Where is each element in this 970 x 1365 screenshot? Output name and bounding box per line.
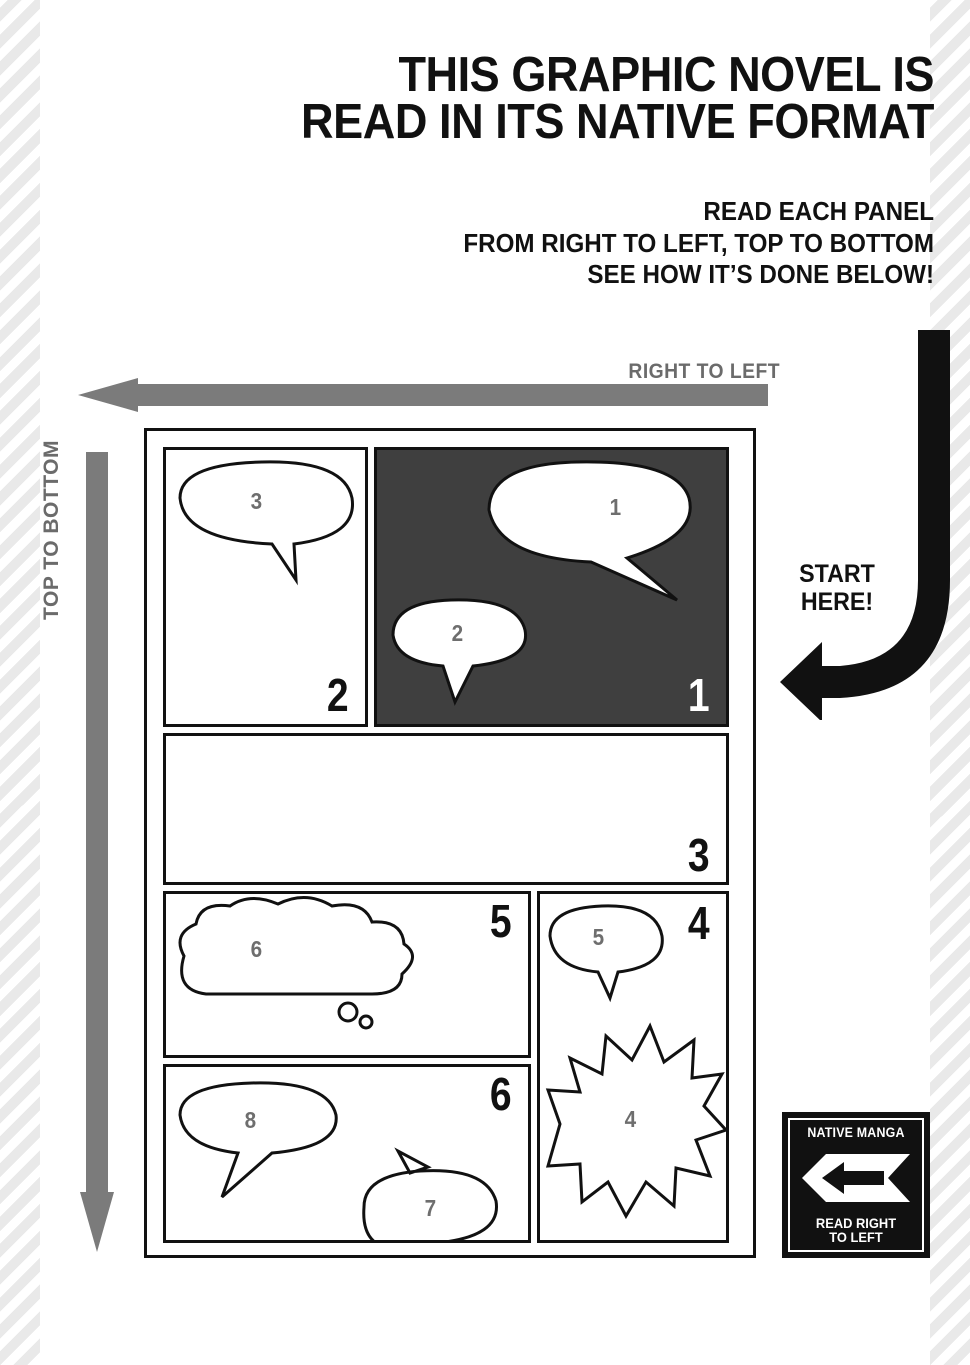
comic-panel-5[interactable] [163, 891, 531, 1058]
balloon-number-6: 6 [250, 936, 263, 962]
right-to-left-arrow-icon [78, 378, 768, 412]
balloon-number-2: 2 [451, 620, 464, 646]
comic-panel-2[interactable] [163, 447, 368, 727]
top-to-bottom-label: TOP TO BOTTOM [40, 440, 63, 620]
comic-page-frame [144, 428, 756, 1258]
page-title-line-1: THIS GRAPHIC NOVEL IS [398, 48, 935, 102]
panel-number-3: 3 [688, 829, 711, 881]
comic-panel-3[interactable] [163, 733, 729, 885]
badge-title: NATIVE MANGA [807, 1125, 905, 1140]
instructions [264, 196, 934, 291]
page-title [272, 48, 935, 149]
top-to-bottom-arrow-icon [80, 452, 114, 1252]
balloon-number-1: 1 [609, 494, 622, 520]
panel-number-4: 4 [688, 897, 711, 949]
panel-number-6: 6 [490, 1068, 513, 1120]
comic-panel-1[interactable] [374, 447, 729, 727]
badge-subtitle-line-1: READ RIGHT [815, 1214, 897, 1231]
panel-number-5: 5 [490, 895, 513, 947]
badge-subtitle [795, 1216, 916, 1245]
instructions-line-3: SEE HOW IT’S DONE BELOW! [587, 259, 934, 290]
instructions-line-1: READ EACH PANEL [703, 196, 934, 226]
panel-number-1: 1 [688, 669, 711, 721]
panel-number-2: 2 [327, 669, 350, 721]
hatch-edge-left [0, 0, 40, 1365]
balloon-number-8: 8 [244, 1107, 257, 1133]
balloon-number-7: 7 [424, 1195, 437, 1221]
instructions-line-2: FROM RIGHT TO LEFT, TOP TO BOTTOM [463, 227, 934, 258]
balloon-number-5: 5 [592, 924, 605, 950]
badge-subtitle-line-2: TO LEFT [829, 1229, 883, 1246]
start-here-line-2: HERE! [800, 588, 874, 616]
balloon-number-4: 4 [624, 1106, 637, 1132]
page-title-line-2: READ IN ITS NATIVE FORMAT [301, 94, 934, 149]
right-to-left-label: RIGHT TO LEFT [628, 360, 780, 383]
start-here-arrow-icon [760, 330, 960, 720]
start-here-label [777, 560, 898, 616]
balloon-number-3: 3 [250, 488, 263, 514]
comic-panel-4[interactable] [537, 891, 729, 1243]
badge-inner [788, 1118, 924, 1252]
badge-left-arrow-icon [792, 1148, 922, 1208]
comic-panel-6[interactable] [163, 1064, 531, 1243]
native-manga-badge [782, 1112, 930, 1258]
start-here-line-1: START [799, 560, 875, 588]
